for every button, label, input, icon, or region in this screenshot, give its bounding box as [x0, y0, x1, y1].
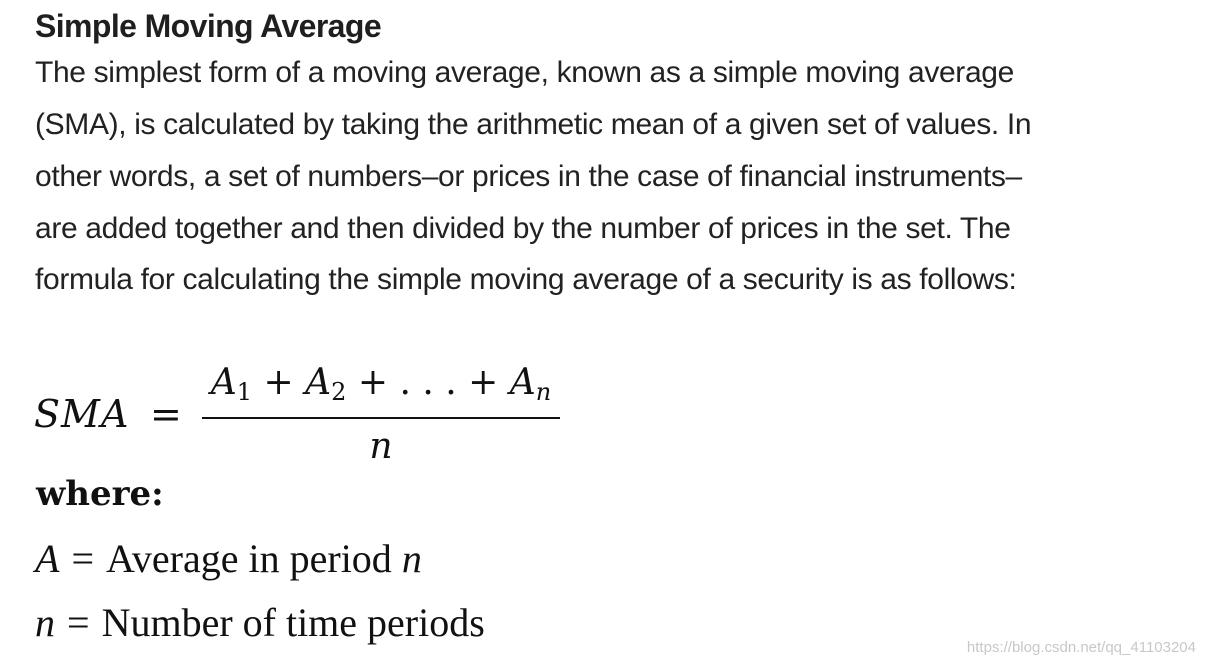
numerator-plus-2: + [357, 362, 389, 403]
where-label: where: [36, 474, 164, 514]
fraction-bar [202, 417, 560, 419]
numerator-term-2: A [305, 362, 332, 403]
definition-symbol: A [35, 536, 60, 581]
definition-periods [35, 599, 485, 646]
numerator-ellipsis: . . . [399, 362, 457, 403]
definition-text: Average in period [106, 536, 402, 581]
numerator-term-1: A [210, 362, 237, 403]
definition-symbol: n [35, 600, 55, 645]
definition-average [35, 535, 422, 582]
formula-equals: = [150, 392, 182, 436]
definition-equals: = [71, 536, 94, 581]
formula-numerator [202, 362, 560, 406]
numerator-sub-3: n [535, 378, 552, 406]
paragraph-line-4: are added together and then divided by the number of prices in the set. The [35, 212, 1011, 245]
numerator-plus-1: + [263, 362, 294, 403]
definition-text: Number of time periods [101, 600, 485, 645]
sma-formula [34, 362, 574, 474]
numerator-sub-1: 1 [236, 378, 253, 406]
paragraph-line-1: The simplest form of a moving average, known as a simple moving average [35, 56, 1014, 89]
numerator-sub-2: 2 [331, 378, 347, 406]
paragraph-line-2: (SMA), is calculated by taking the arithmetic mean of a given set of values. In [35, 108, 1032, 141]
formula-denominator: n [369, 426, 393, 467]
paragraph-line-5: formula for calculating the simple moving average of a security is as follows: [35, 263, 1017, 296]
definition-variable: n [401, 536, 422, 581]
definition-equals: = [67, 600, 90, 645]
paragraph-line-3: other words, a set of numbers–or prices in the case of financial instruments– [35, 160, 1022, 193]
numerator-term-3: A [509, 362, 536, 403]
section-title: Simple Moving Average [35, 8, 382, 44]
watermark: https://blog.csdn.net/qq_41103204 [966, 639, 1196, 656]
numerator-plus-3: + [468, 362, 499, 403]
formula-lhs: SMA [34, 392, 130, 436]
